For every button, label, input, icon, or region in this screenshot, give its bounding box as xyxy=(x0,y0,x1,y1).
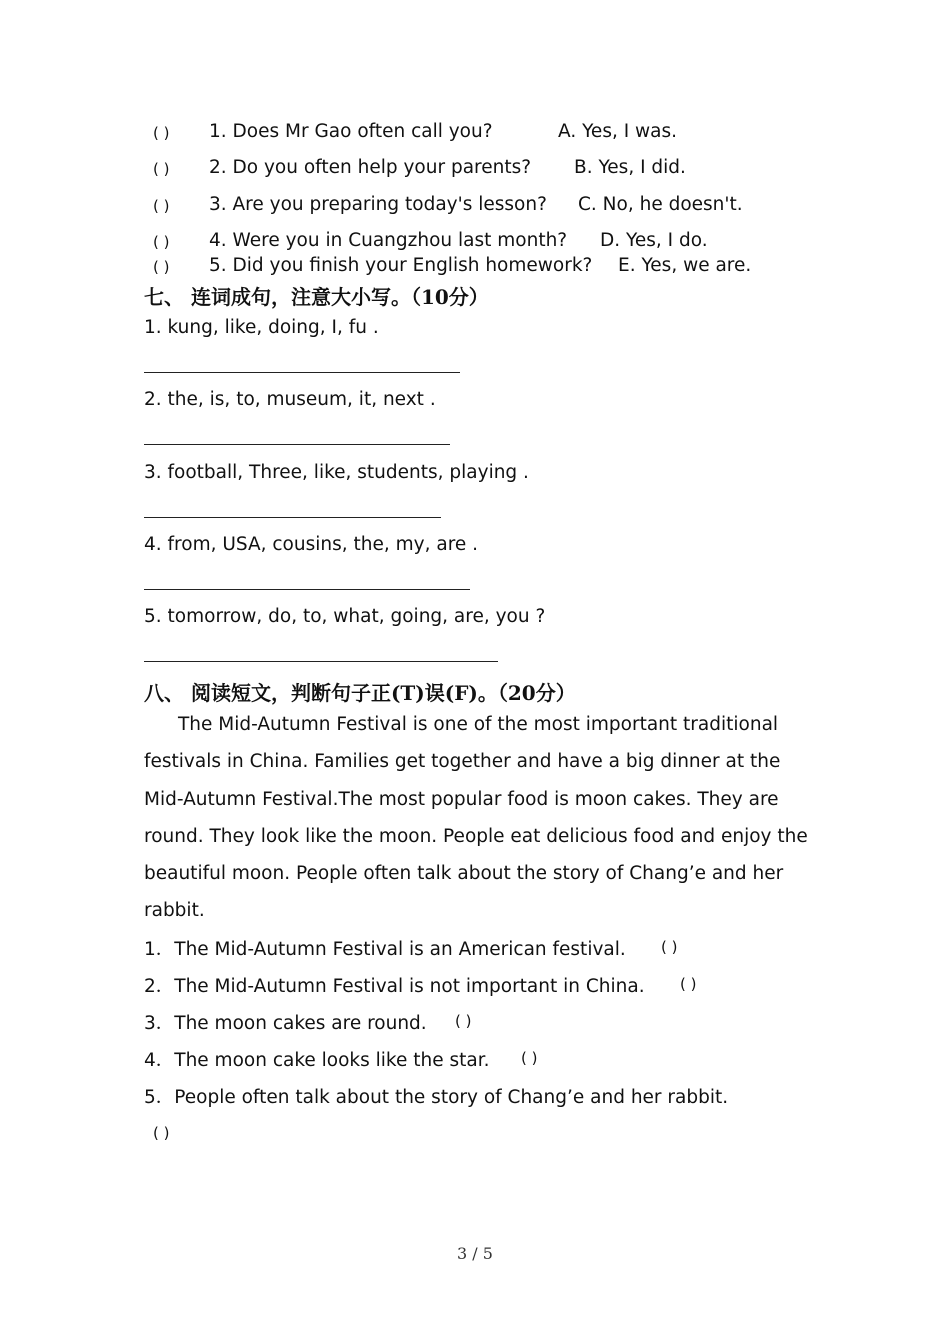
scrambled-sentence: 1. kung, like, doing, I, fu . xyxy=(144,317,379,338)
match-question: 2. Do you often help your parents? xyxy=(209,157,532,178)
statement: 3．The moon cakes are round. xyxy=(144,1013,427,1034)
scrambled-sentence: 2. the, is, to, museum, it, next . xyxy=(144,389,436,410)
answer-paren[interactable]: ( ) xyxy=(661,938,678,956)
answer-paren[interactable]: ( ) xyxy=(153,160,170,178)
match-answer: A. Yes, I was. xyxy=(558,121,678,142)
answer-paren[interactable]: ( ) xyxy=(153,258,170,276)
reading-passage: The Mid-Autumn Festival is one of the most important traditional festivals in China. Families get together and have a big dinner at the Mid-Autumn Festival.The most popular food is moon cakes. They are round. They look like the moon. People eat delicious food and enjoy the beautiful moon. People often talk about the story of Chang’e and her rabbit. xyxy=(144,714,808,922)
answer-line[interactable] xyxy=(144,661,498,662)
answer-paren[interactable]: ( ) xyxy=(680,975,697,993)
match-question: 5. Did you finish your English homework? xyxy=(209,255,593,276)
answer-line[interactable] xyxy=(144,517,441,518)
statement: 1．The Mid-Autumn Festival is an American festival. xyxy=(144,939,626,960)
scrambled-sentence: 5. tomorrow, do, to, what, going, are, you ? xyxy=(144,606,546,627)
statement: 5．People often talk about the story of Chang’e and her rabbit. xyxy=(144,1087,729,1108)
match-answer: D. Yes, I do. xyxy=(600,230,708,251)
scrambled-sentence: 3. football, Three, like, students, playing . xyxy=(144,462,529,483)
statement: 2．The Mid-Autumn Festival is not important in China. xyxy=(144,976,645,997)
answer-paren[interactable]: ( ) xyxy=(153,124,170,142)
statement: 4．The moon cake looks like the star. xyxy=(144,1050,490,1071)
answer-paren[interactable]: ( ) xyxy=(521,1049,538,1067)
scrambled-sentence: 4. from, USA, cousins, the, my, are . xyxy=(144,534,479,555)
answer-paren[interactable]: ( ) xyxy=(153,1124,170,1142)
answer-line[interactable] xyxy=(144,444,450,445)
match-question: 1. Does Mr Gao often call you? xyxy=(209,121,493,142)
match-question: 3. Are you preparing today's lesson? xyxy=(209,194,547,215)
answer-paren[interactable]: ( ) xyxy=(455,1012,472,1030)
answer-line[interactable] xyxy=(144,589,470,590)
page-number: 3 / 5 xyxy=(457,1244,493,1263)
match-answer: C. No, he doesn't. xyxy=(578,194,743,215)
match-answer: B. Yes, I did. xyxy=(574,157,686,178)
answer-line[interactable] xyxy=(144,372,460,373)
match-answer: E. Yes, we are. xyxy=(618,255,752,276)
match-question: 4. Were you in Cuangzhou last month? xyxy=(209,230,568,251)
section-heading: 八、 阅读短文，判断句子正(T)误(F)。（20分） xyxy=(144,681,576,705)
section-heading: 七、 连词成句，注意大小写。（10分） xyxy=(144,285,489,309)
answer-paren[interactable]: ( ) xyxy=(153,197,170,215)
answer-paren[interactable]: ( ) xyxy=(153,233,170,251)
